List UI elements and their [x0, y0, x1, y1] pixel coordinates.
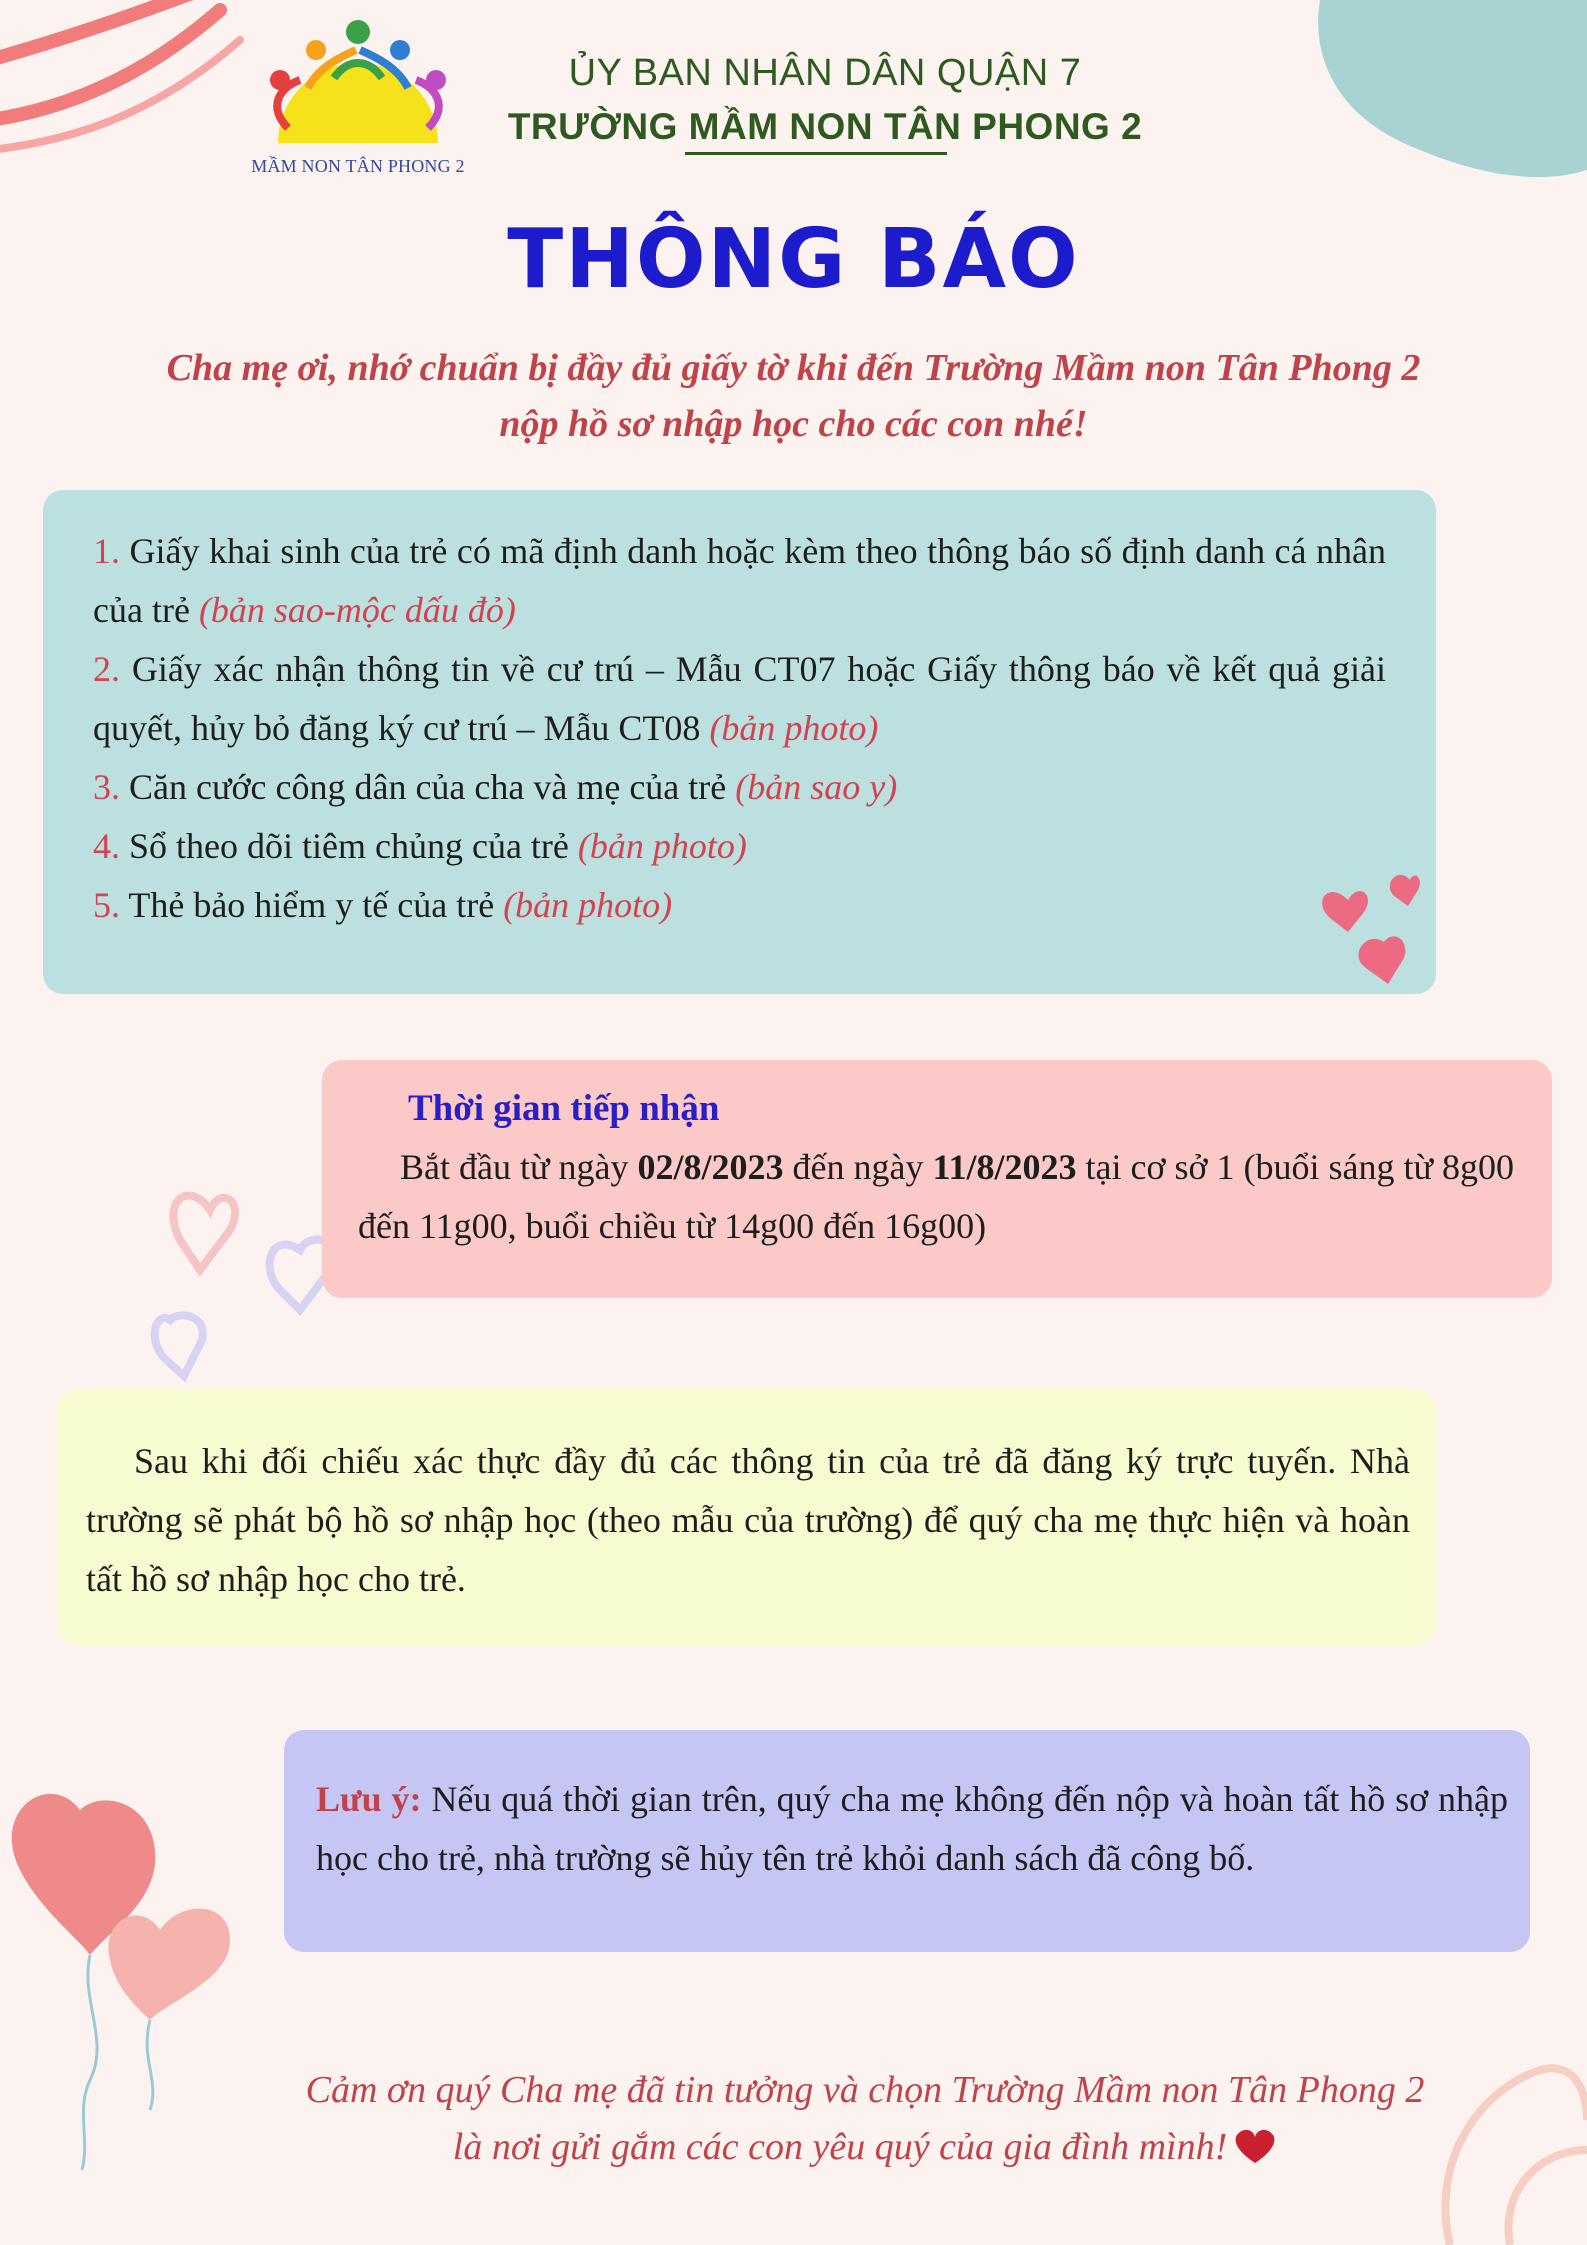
- thanks-line-2: [200, 2119, 1530, 2176]
- header-authority: ỦY BAN NHÂN DÂN QUẬN 7: [568, 52, 1082, 94]
- item-note: (bản sao-mộc dấu đỏ): [198, 590, 516, 630]
- item-note: (bản photo): [709, 708, 879, 748]
- header-underline: [685, 152, 947, 155]
- header-school-name: TRƯỜNG MẦM NON TÂN PHONG 2: [507, 106, 1143, 147]
- reception-suffix: tại cơ sở 1 (buổi sáng từ 8g00 đến 11g00, buổi chiều từ 14g00 đến 16g00): [358, 1147, 1515, 1246]
- document-item-5: [93, 876, 1386, 935]
- item-text: Thẻ bảo hiểm y tế của trẻ: [120, 885, 504, 925]
- item-number: 2.: [93, 649, 120, 689]
- notice-box: [284, 1730, 1530, 1952]
- verification-box: [58, 1390, 1436, 1645]
- intro-line-1: Cha mẹ ơi, nhớ chuẩn bị đầy đủ giấy tờ khi đến Trường Mầm non Tân Phong 2: [166, 347, 1421, 389]
- thanks-line-1: Cảm ơn quý Cha mẹ đã tin tưởng và chọn Trường Mầm non Tân Phong 2: [305, 2069, 1425, 2111]
- school-logo-icon: [238, 18, 478, 158]
- reception-middle: đến ngày: [783, 1147, 933, 1187]
- decorative-blob: [1310, 0, 1587, 185]
- notice-text: [316, 1770, 1508, 1888]
- document-item-3: [93, 758, 1386, 817]
- logo-caption: MẦM NON TÂN PHONG 2: [251, 156, 465, 176]
- notice-body: Nếu quá thời gian trên, quý cha mẹ không đến nộp và hoàn tất hồ sơ nhập học cho trẻ, nhà trường sẽ hủy tên trẻ khỏi danh sách đã công bố.: [316, 1779, 1509, 1878]
- documents-box: [43, 490, 1436, 994]
- school-logo: [238, 18, 478, 183]
- notice-label: Lưu ý:: [316, 1779, 422, 1819]
- item-number: 3.: [93, 767, 120, 807]
- intro-line-2: nộp hồ sơ nhập học cho các con nhé!: [499, 403, 1088, 445]
- item-number: 5.: [93, 885, 120, 925]
- reception-box: [322, 1060, 1552, 1298]
- item-text: Căn cước công dân của cha và mẹ của trẻ: [120, 767, 736, 807]
- verification-text: Sau khi đối chiếu xác thực đầy đủ các thông tin của trẻ đã đăng ký trực tuyến. Nhà trường sẽ phát bộ hồ sơ nhập học (theo mẫu của trường) để quý cha mẹ thực hiện và hoàn tất hồ sơ nhập học cho trẻ.: [86, 1441, 1410, 1599]
- reception-heading: Thời gian tiếp nhận: [408, 1088, 720, 1129]
- intro-text: [80, 340, 1507, 452]
- item-text: Giấy khai sinh của trẻ có mã định danh hoặc kèm theo thông báo số định danh cá nhân của trẻ: [93, 531, 1386, 630]
- thanks-line-2-text: là nơi gửi gắm các con yêu quý của gia đình mình!: [452, 2126, 1228, 2168]
- heart-icon: [1233, 2127, 1277, 2165]
- item-number: 1.: [93, 531, 120, 571]
- reception-text: [358, 1138, 1522, 1256]
- thanks-text: [200, 2062, 1530, 2176]
- decorative-swirl: [0, 0, 260, 170]
- item-text: Sổ theo dõi tiêm chủng của trẻ: [120, 826, 578, 866]
- document-item-1: [93, 522, 1386, 640]
- item-text: Giấy xác nhận thông tin về cư trú – Mẫu CT07 hoặc Giấy thông báo về kết quả giải quyết, hủy bỏ đăng ký cư trú – Mẫu CT08: [93, 649, 1386, 748]
- document-item-2: [93, 640, 1386, 758]
- date-from: 02/8/2023: [637, 1147, 784, 1187]
- document-item-4: [93, 817, 1386, 876]
- date-to: 11/8/2023: [932, 1147, 1077, 1187]
- item-note: (bản photo): [577, 826, 747, 866]
- reception-prefix: Bắt đầu từ ngày: [400, 1147, 638, 1187]
- item-number: 4.: [93, 826, 120, 866]
- page-title: THÔNG BÁO: [507, 212, 1080, 307]
- item-note: (bản photo): [503, 885, 673, 925]
- item-note: (bản sao y): [735, 767, 898, 807]
- heart-icon: [1318, 860, 1438, 990]
